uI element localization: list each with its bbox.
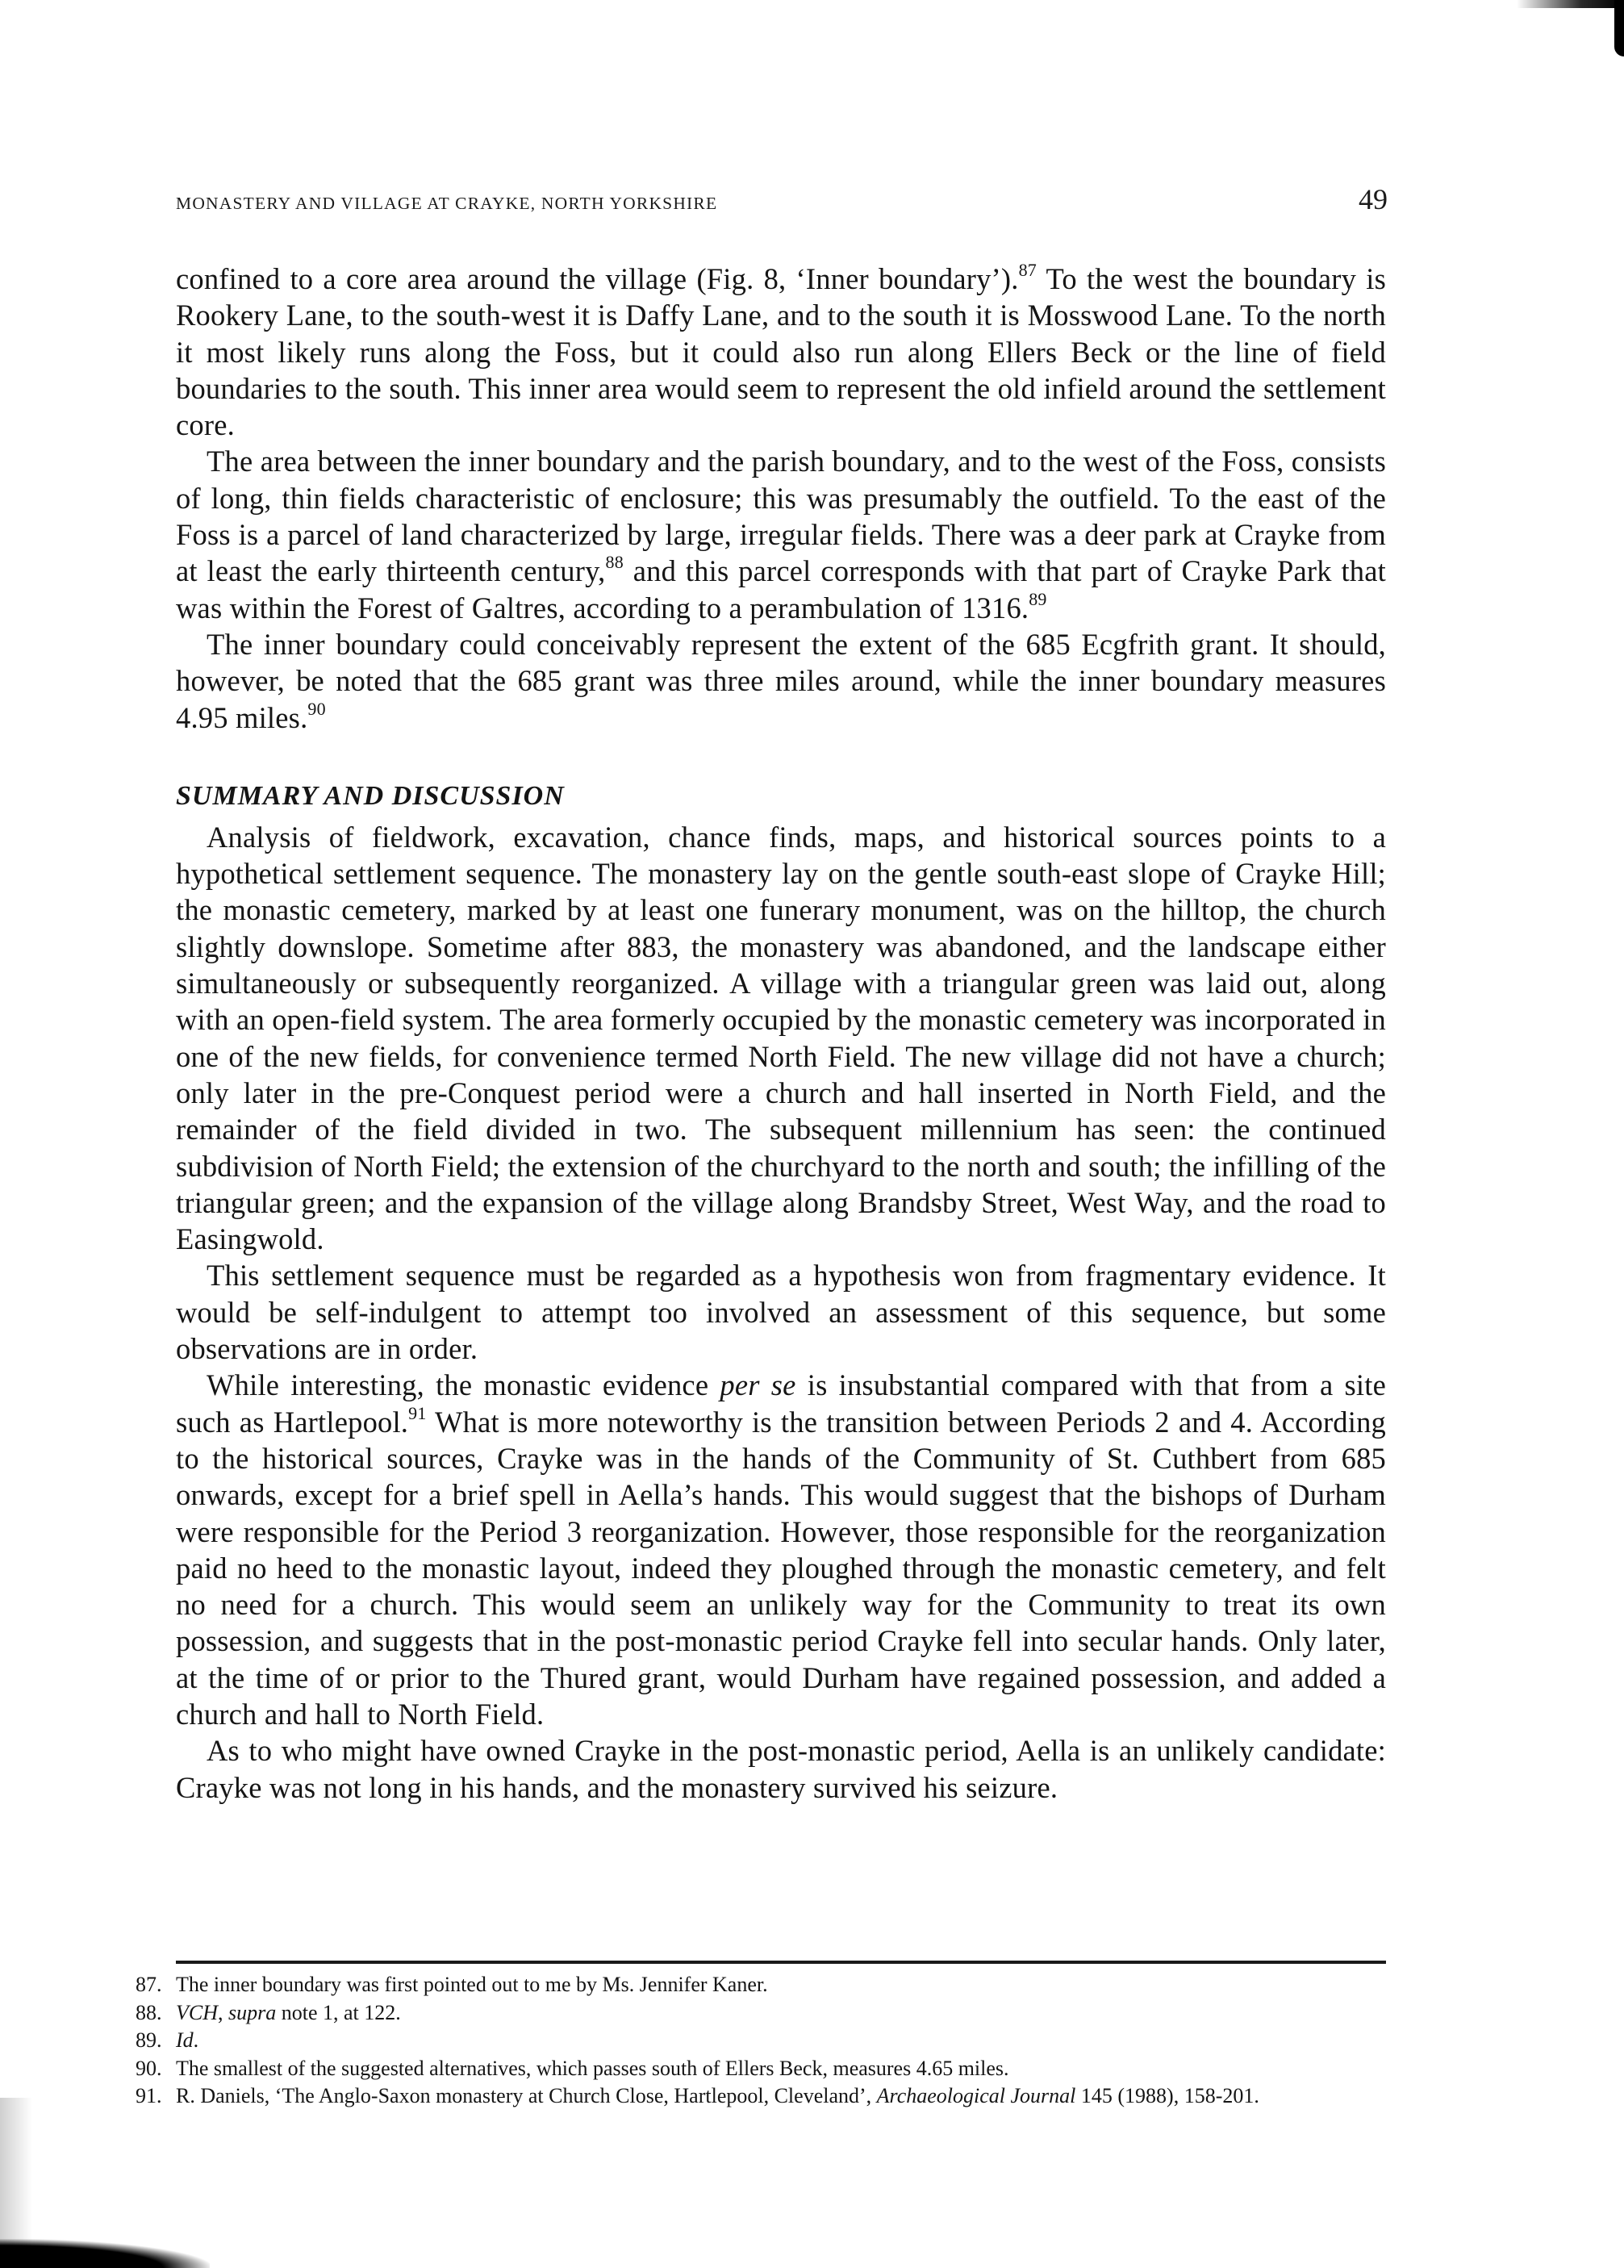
running-title: MONASTERY AND VILLAGE AT CRAYKE, NORTH YORKSHIRE <box>176 194 718 213</box>
footnotes <box>136 1971 1386 2111</box>
footnote-rule <box>176 1961 1386 1964</box>
footnote-reference[interactable]: 91 <box>408 1402 427 1423</box>
section-heading: SUMMARY AND DISCUSSION <box>176 780 565 811</box>
footnote-text: The inner boundary was first pointed out to me by Ms. Jennifer Kaner. <box>176 1973 768 1996</box>
italic-text: per se <box>720 1368 796 1402</box>
footnote <box>136 1971 1386 1999</box>
book-page <box>176 182 1386 1806</box>
footnote-number: 87. <box>136 1973 162 1996</box>
italic-text: VCH <box>176 2000 218 2024</box>
paragraph: As to who might have owned Crayke in the post-monastic period, Aella is an unlikely candidate: Crayke was not long in his hands, and the monastery survived his seizure. <box>176 1734 1386 1804</box>
scan-edge-artifact <box>1517 0 1624 8</box>
paragraph: While interesting, the monastic evidence per se is insubstantial compared with that from a site such as Hartlepool.$^{91}$ What is more noteworthy is the transition between Periods 2 and 4. According to the historical sources, Crayke was in the hands of the Community of St. Cuthbert from 685 onwards, except for a brief spell in Aella’s hands. This would suggest that the bishops of Durham were responsible for the Period 3 reorganization. However, those responsible for the reorganization paid no heed to the monastic layout, indeed they ploughed through the monastic cemetery, and felt no need for a church. This would seem an unlikely way for the Community to treat its own possession, and suggests that in the post-monastic period Crayke fell into secular hands. Only later, at the time of or prior to the Thured grant, would Durham have regained possession, and added a church and hall to North Field. <box>176 1368 1386 1731</box>
footnote-reference[interactable]: 88 <box>605 552 624 573</box>
footnote <box>136 1999 1386 2028</box>
footnote <box>136 2055 1386 2083</box>
scan-edge-artifact <box>1614 0 1624 56</box>
footnote-number: 89. <box>136 2028 162 2052</box>
paragraph: This settlement sequence must be regarded as a hypothesis won from fragmentary evidence. It would be self-indulgent to attempt too involved an assessment of this sequence, but some observations are in order. <box>176 1259 1386 1366</box>
footnote-text: The smallest of the suggested alternatives, which passes south of Ellers Beck, measures 4.65 miles. <box>176 2056 1009 2080</box>
scan-edge-artifact <box>0 2239 210 2268</box>
footnote-number: 88. <box>136 2000 162 2024</box>
paragraph: The area between the inner boundary and the parish boundary, and to the west of the Foss, consists of long, thin fields characteristic of enclosure; this was presumably the outfield. To the east of the Foss is a parcel of land characterized by large, irregular fields. There was a deer park at Crayke from at least the early thirteenth century,$^{88}$ and this parcel corresponds with that part of Crayke Park that was within the Forest of Galtres, according to a perambulation of 1316.89 <box>176 445 1386 624</box>
paragraph: confined to a core area around the village (Fig. 8, ‘Inner boundary’).$^{87}$ To the west the boundary is Rookery Lane, to the south-west it is Daffy Lane, and to the south it is Mosswood Lane. To the north it most likely runs along the Foss, but it could also run along Ellers Beck or the line of field boundaries to the south. This inner area would seem to represent the old infield around the settlement core. <box>176 260 1386 442</box>
italic-text: supra <box>228 2000 277 2024</box>
italic-text: Id <box>176 2028 194 2052</box>
footnote <box>136 2027 1386 2055</box>
footnote-text: VCH, supra note 1, at 122. <box>176 2000 401 2024</box>
paragraph: The inner boundary could conceivably represent the extent of the 685 Ecgfrith grant. It should, however, be noted that the 685 grant was three miles around, while the inner boundary measures 4.95 miles.$^{90}$ <box>176 627 1386 734</box>
footnote-text: R. Daniels, ‘The Anglo-Saxon monastery at Church Close, Hartlepool, Cleveland’, Archaeological Journal 145 (1988), 158-201. <box>176 2084 1259 2107</box>
footnote-text: Id. <box>176 2028 199 2052</box>
italic-text: Archaeological Journal <box>876 2084 1076 2107</box>
running-head <box>176 182 1386 224</box>
footnote-number: 90. <box>136 2056 162 2080</box>
footnote <box>136 2082 1386 2111</box>
page-number: 49 <box>1359 183 1388 215</box>
footnote-reference[interactable]: 87 <box>1018 260 1037 280</box>
paragraph: Analysis of fieldwork, excavation, chance finds, maps, and historical sources points to a hypothetical settlement sequence. The monastery lay on the gentle south-east slope of Crayke Hill; the monastic cemetery, marked by at least one funerary monument, was on the hilltop, the church slightly downslope. Sometime after 883, the monastery was abandoned, and the landscape either simultaneously or subsequently reorganized. A village with a triangular green was laid out, along with an open-field system. The area formerly occupied by the monastic cemetery was incorporated in one of the new fields, for convenience termed North Field. The new village did not have a church; only later in the pre-Conquest period were a church and hall inserted in North Field, and the remainder of the field divided in two. The subsequent millennium has seen: the continued subdivision of North Field; the extension of the churchyard to the north and south; the infilling of the triangular green; and the expansion of the village along Brandsby Street, West Way, and the road to Easingwold. <box>176 820 1386 1256</box>
footnote-reference[interactable]: 90 <box>307 698 326 719</box>
section-paragraphs <box>176 819 1386 1806</box>
pre-section-paragraphs <box>176 261 1386 736</box>
footnote-number: 91. <box>136 2084 162 2107</box>
footnote-reference[interactable]: 89 <box>1029 588 1047 609</box>
body-text <box>176 261 1386 1806</box>
